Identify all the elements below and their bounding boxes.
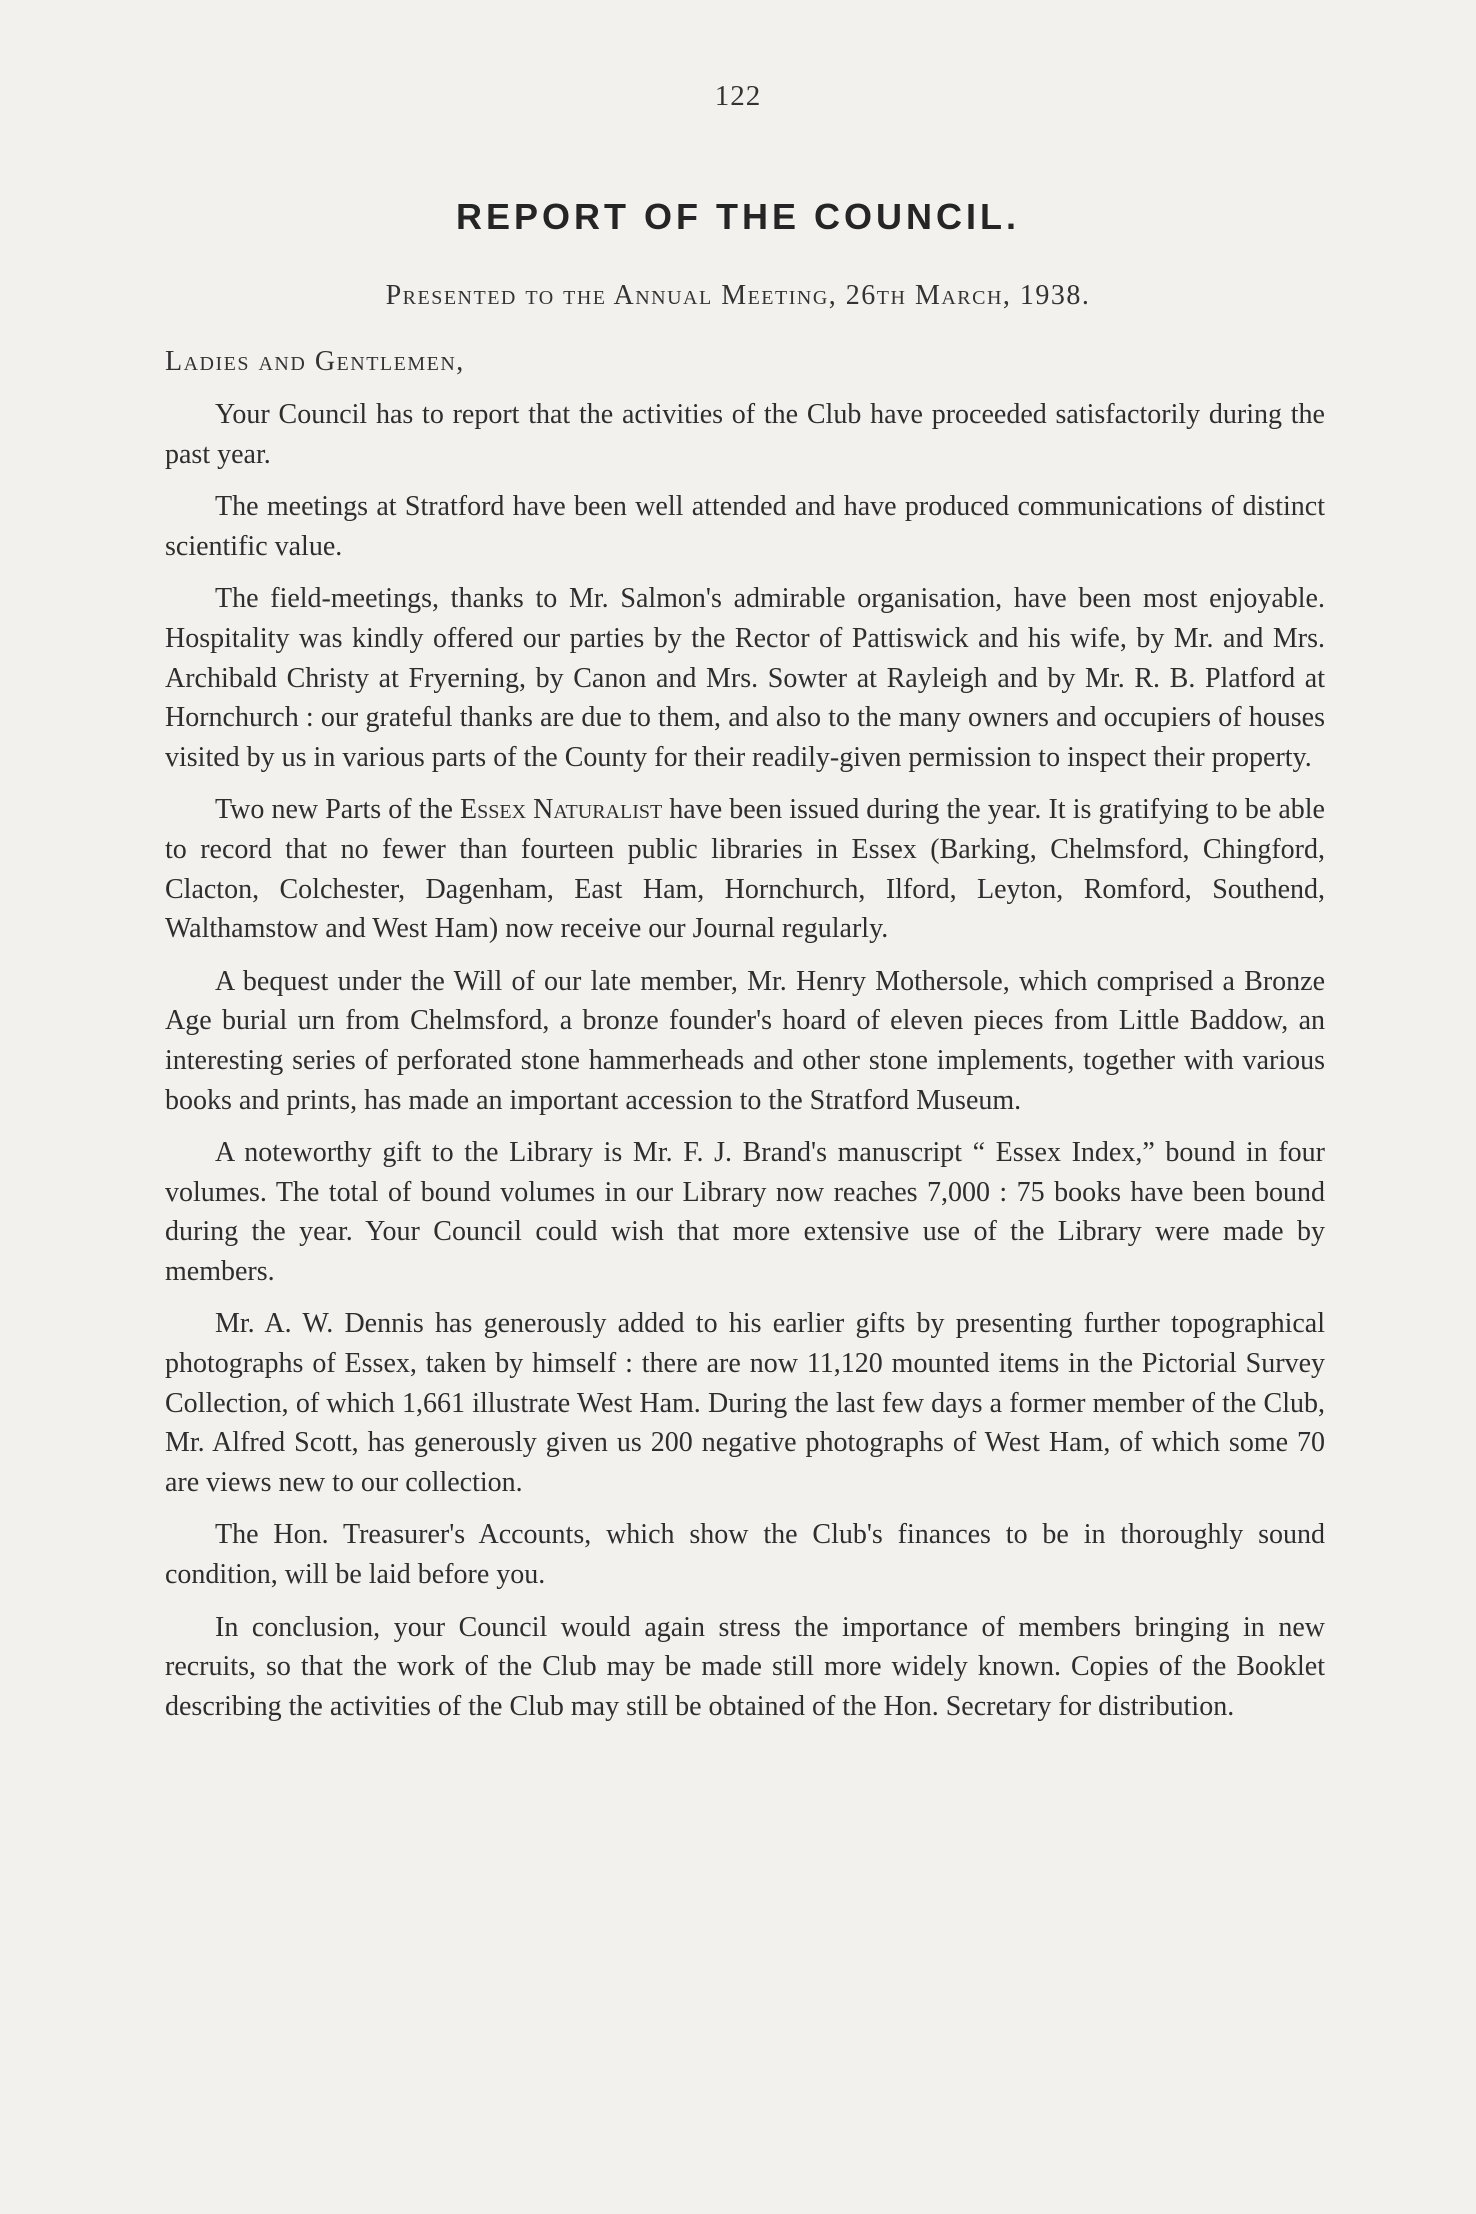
paragraph-bequest: A bequest under the Will of our late member, Mr. Henry Mothersole, which comprised a Bronze Age burial urn from Chelmsford, a bronze founder's hoard of eleven pieces from Little Baddow, an interesting series of perforated stone hammerheads and other stone implements, together with various books and prints, has made an important accession to the Stratford Museum. [165,965,1325,1116]
report-subtitle: Presented to the Annual Meeting, 26th March, 1938. [385,280,1091,311]
paragraph-photographs: Mr. A. W. Dennis has generously added to his earlier gifts by presenting further topographical photographs of Essex, taken by himself : there are now 11,120 mounted items in the Pictorial Survey Collection, of which 1,661 illustrate West Ham. During the last few days a former member of the Club, Mr. Alfred Scott, has generously given us 200 negative photographs of West Ham, of which some 70 are views new to our collection. [165,1308,1325,1498]
paragraph-publications-after: have been issued during the year. It is gratifying to be able to record that no fewer than fourteen public libraries in Essex (Barking, Chelmsford, Chingford, Clacton, Colchester, Dagenham, East Ham, Hornchurch, Ilford, Leyton, Romford, Southend, Walthamstow and West Ham) now receive our Journal regularly. [165,794,1325,945]
salutation: Ladies and Gentlemen, [165,346,465,377]
paragraph-progress: Your Council has to report that the activities of the Club have proceeded satisfactorily during the past year. [165,399,1325,470]
report-title: REPORT OF THE COUNCIL. [456,196,1020,237]
page-number: 122 [714,80,762,112]
journal-title: Essex Naturalist [460,794,663,826]
paragraph-meetings: The meetings at Stratford have been well attended and have produced communications of distinct scientific value. [165,491,1325,562]
paragraph-conclusion: In conclusion, your Council would again stress the importance of members bringing in new recruits, so that the work of the Club may be made still more widely known. Copies of the Booklet describing the activities of the Club may still be obtained of the Hon. Secretary for distribution. [165,1611,1325,1722]
paragraph-publications [165,790,1325,948]
paragraph-publications-before: Two new Parts of the [215,794,460,826]
paragraph-field-meetings: The field-meetings, thanks to Mr. Salmon's admirable organisation, have been most enjoyable. Hospitality was kindly offered our parties by the Rector of Pattiswick and his wife, by Mr. and Mrs. Archibald Christy at Fryerning, by Canon and Mrs. Sowter at Rayleigh and by Mr. R. B. Platford at Hornchurch : our grateful thanks are due to them, and also to the many owners and occupiers of houses visited by us in various parts of the County for their readily-given permission to inspect their property. [165,583,1325,773]
paragraph-accounts: The Hon. Treasurer's Accounts, which show the Club's finances to be in thoroughly sound condition, will be laid before you. [165,1519,1325,1591]
report-body [165,395,1325,1739]
paragraph-library: A noteworthy gift to the Library is Mr. F. J. Brand's manuscript “ Essex Index,” bound in four volumes. The total of bound volumes in our Library now reaches 7,000 : 75 books have been bound during the year. Your Council could wish that more extensive use of the Library were made by members. [165,1137,1325,1287]
